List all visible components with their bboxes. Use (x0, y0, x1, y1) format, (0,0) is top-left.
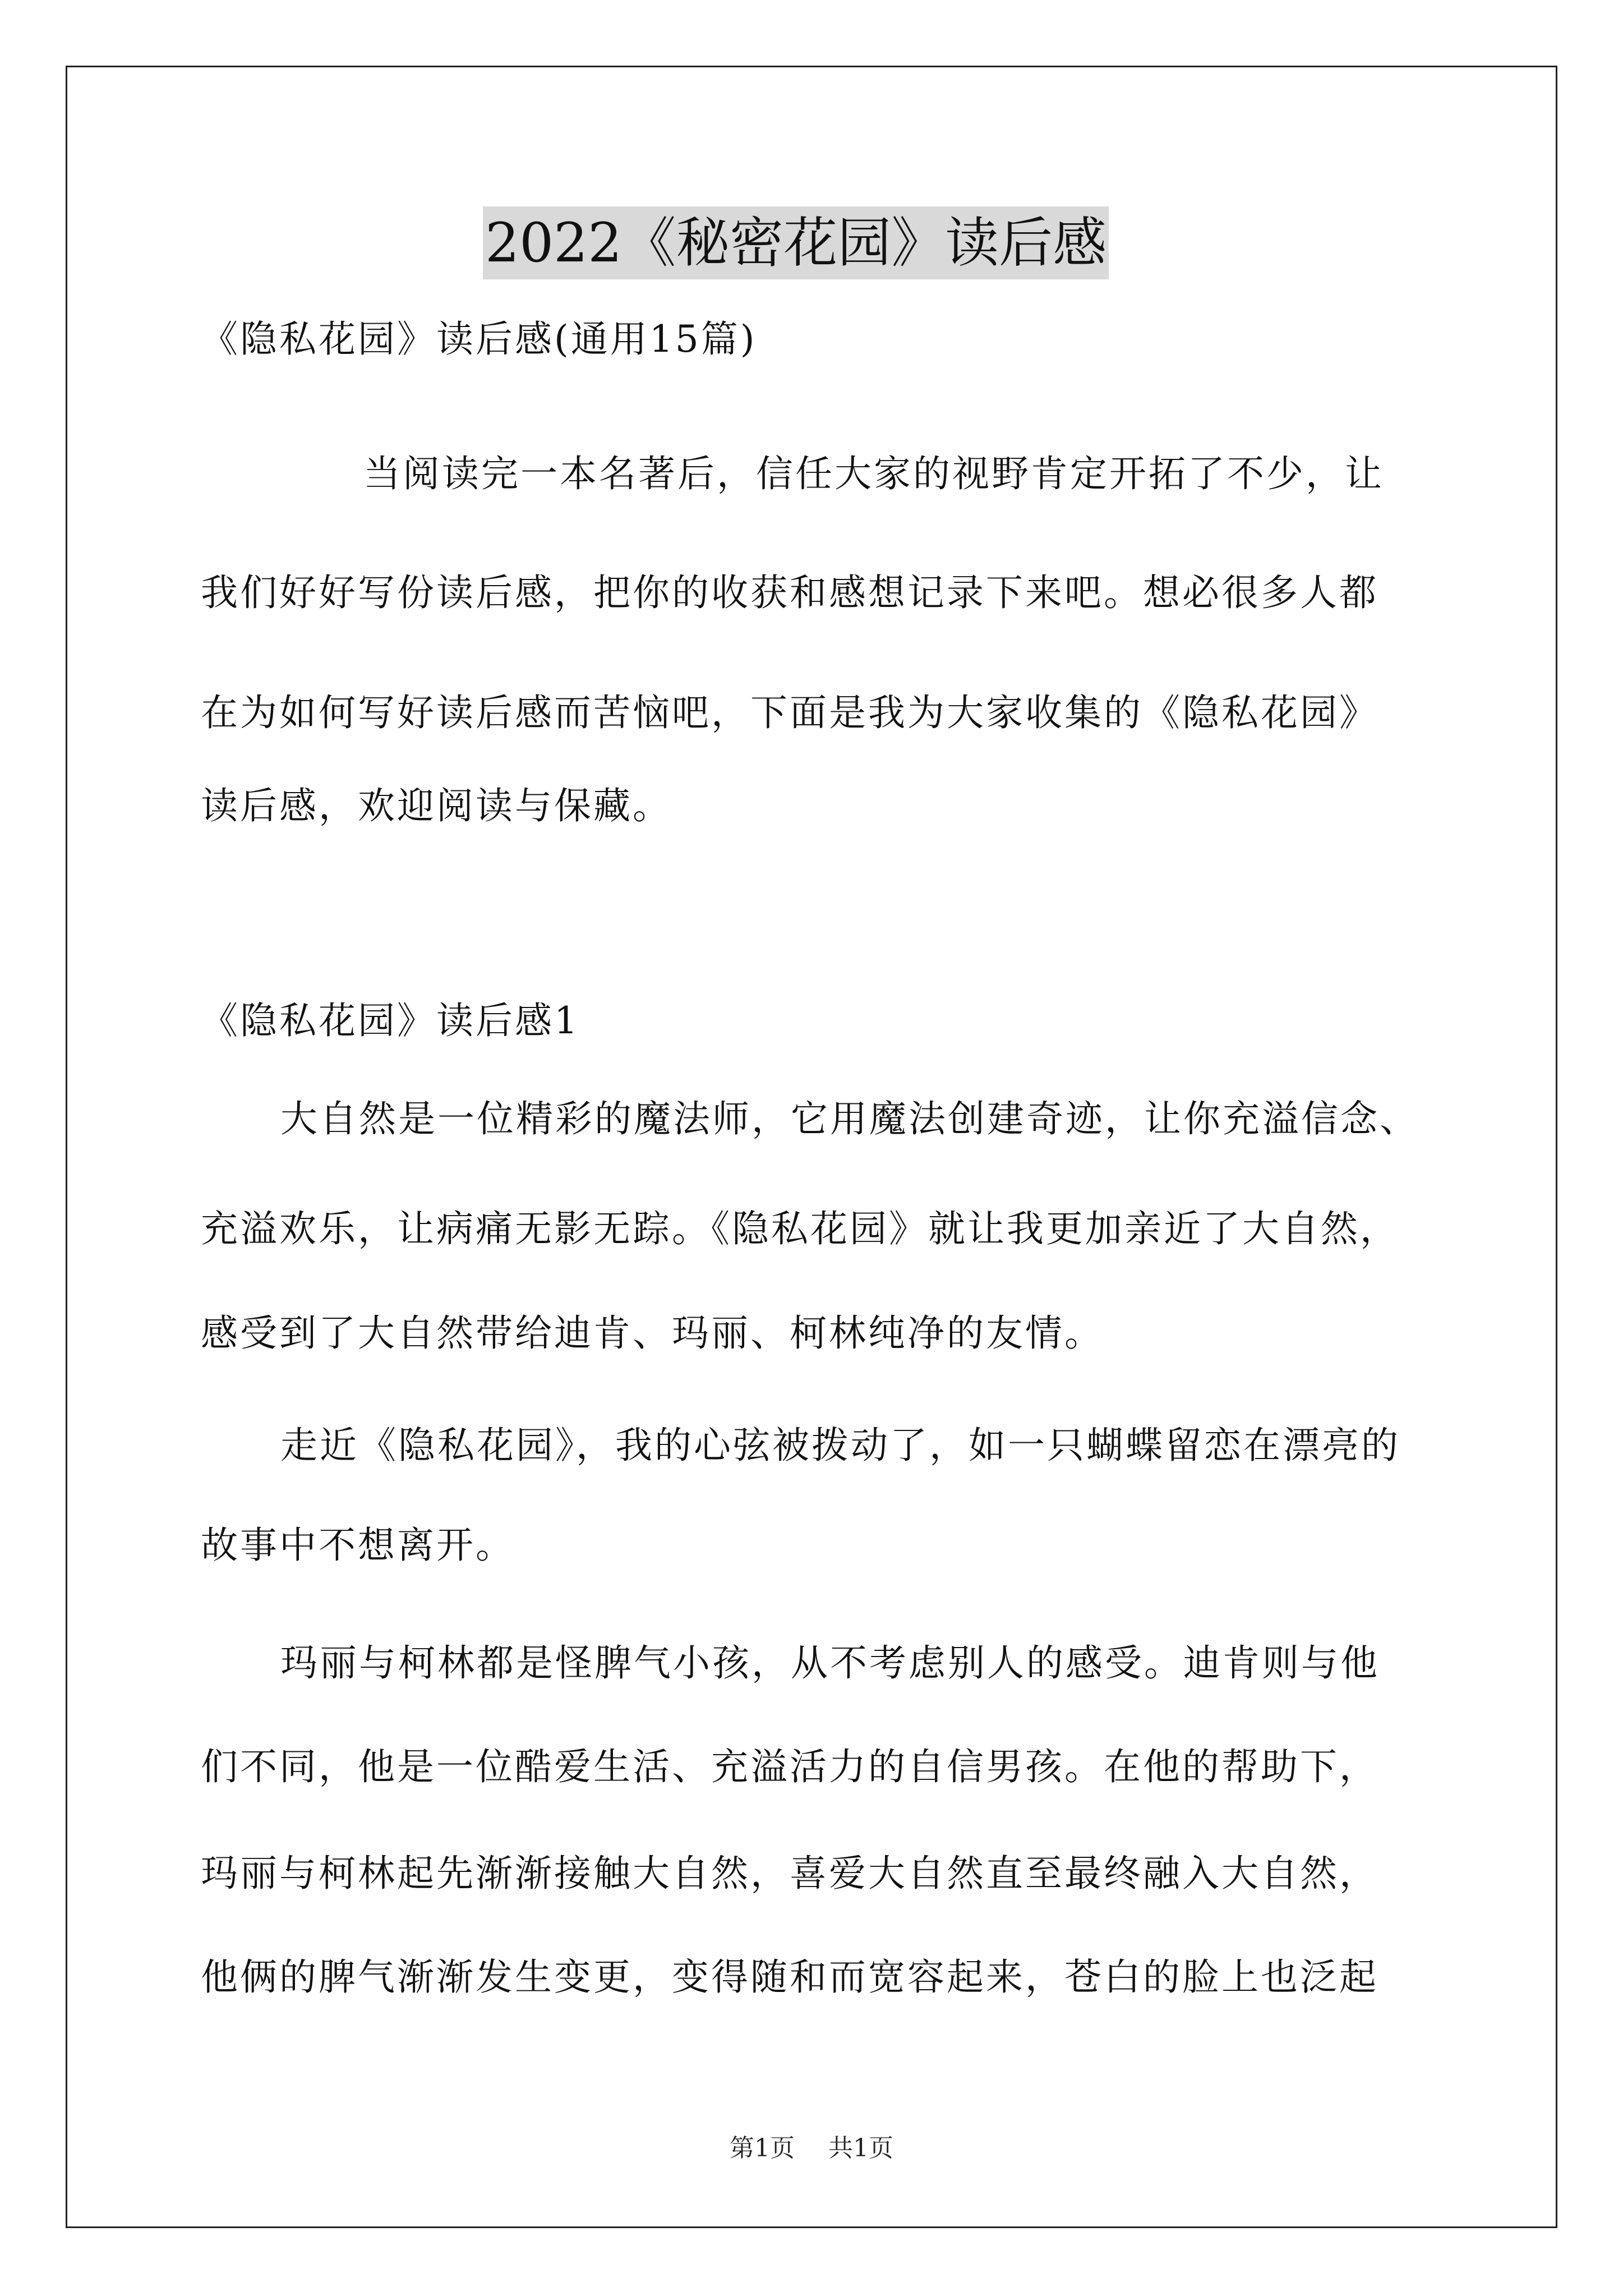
page-footer (0, 2132, 1623, 2165)
paragraph-line: 们不同，他是一位酷爱生活、充溢活力的自信男孩。在他的帮助下， (201, 1745, 1378, 1788)
intro-line: 当阅读完一本名著后，信任大家的视野肯定开拓了不少，让 (363, 452, 1384, 495)
intro-line: 在为如何写好读后感而苦恼吧，下面是我为大家收集的《隐私花园》 (201, 691, 1378, 734)
paragraph-line: 他俩的脾气渐渐发生变更，变得随和而宽容起来，苍白的脸上也泛起 (201, 1955, 1378, 1999)
paragraph-line: 感受到了大自然带给迪肯、玛丽、柯林纯净的友情。 (201, 1312, 1104, 1355)
document-title: 2022《秘密花园》读后感 (483, 206, 1109, 279)
paragraph-line: 大自然是一位精彩的魔法师，它用魔法创建奇迹，让你充溢信念、 (280, 1097, 1419, 1140)
page-total: 共1页 (828, 2134, 893, 2162)
intro-line: 我们好好写份读后感，把你的收获和感想记录下来吧。想必很多人都 (201, 571, 1378, 614)
page-border (66, 66, 1557, 2228)
intro-line: 读后感，欢迎阅读与保藏。 (201, 784, 672, 827)
document-subtitle: 《隐私花园》读后感(通用15篇) (201, 318, 757, 361)
page-number: 第1页 (730, 2134, 795, 2162)
section-heading: 《隐私花园》读后感1 (201, 999, 580, 1042)
paragraph-line: 玛丽与柯林起先渐渐接触大自然，喜爱大自然直至最终融入大自然， (201, 1852, 1378, 1895)
paragraph-line: 玛丽与柯林都是怪脾气小孩，从不考虑别人的感受。迪肯则与他 (280, 1641, 1380, 1685)
paragraph-line: 走近《隐私花园》，我的心弦被拨动了，如一只蝴蝶留恋在漂亮的 (280, 1424, 1400, 1467)
paragraph-line: 充溢欢乐，让病痛无影无踪。《隐私花园》就让我更加亲近了大自然， (201, 1207, 1399, 1250)
paragraph-line: 故事中不想离开。 (201, 1524, 515, 1567)
